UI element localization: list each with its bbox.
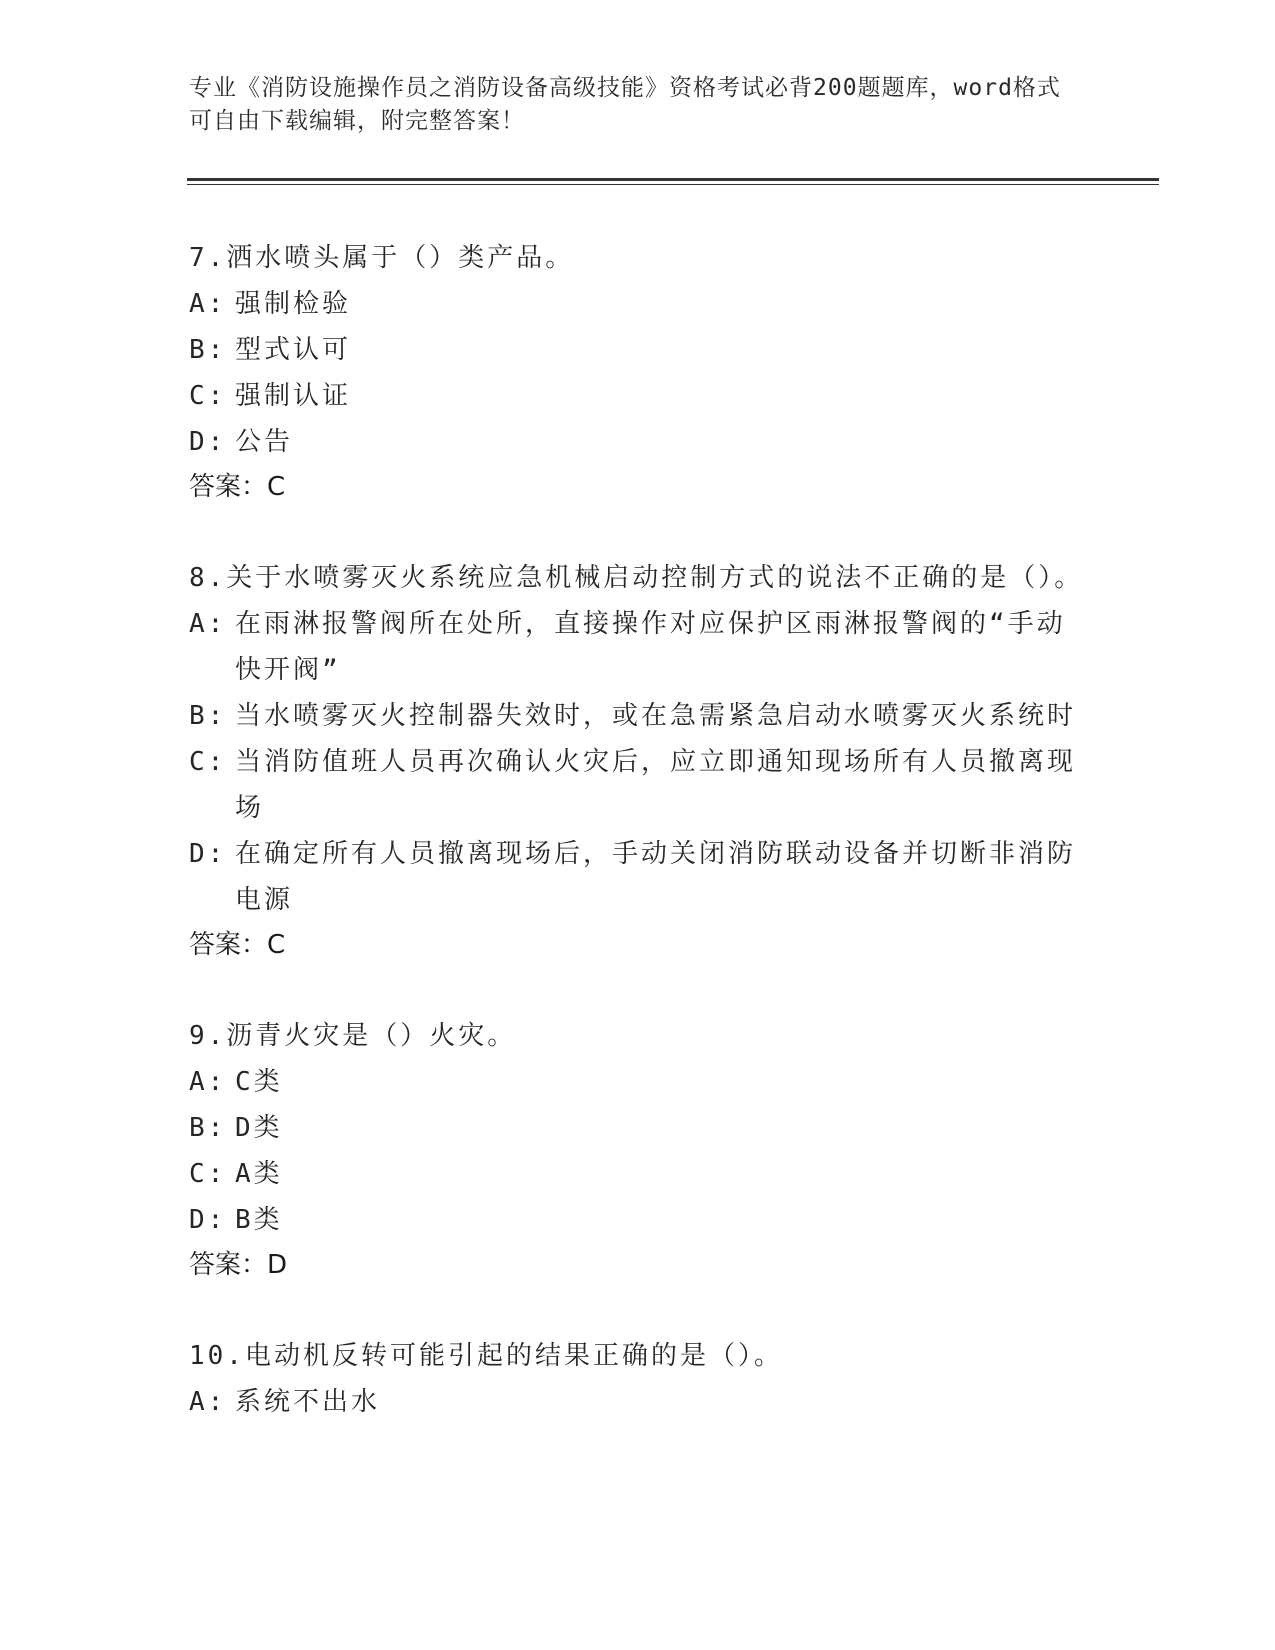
option-text: 强制认证 [235, 381, 352, 411]
option-a [189, 281, 1089, 327]
option-c [189, 1151, 1089, 1197]
option-text: 系统不出水 [235, 1387, 381, 1417]
question-7 [189, 235, 1089, 509]
option-b [189, 327, 1089, 373]
document-header: 专业《消防设施操作员之消防设备高级技能》资格考试必背200题题库，word格式可自由下载编辑，附完整答案！ [189, 75, 1061, 134]
question-stem: 8.关于水喷雾灭火系统应急机械启动控制方式的说法不正确的是（）。 [189, 563, 1084, 593]
option-c [189, 739, 1089, 831]
option-text: C类 [235, 1067, 283, 1097]
question-9 [189, 1013, 1089, 1287]
option-text: 在确定所有人员撤离现场后，手动关闭消防联动设备并切断非消防电源 [235, 839, 1077, 915]
answer-line: 答案：C [189, 930, 286, 960]
option-b [189, 693, 1089, 739]
option-label: A: [189, 1387, 227, 1417]
question-stem: 7.洒水喷头属于（）类产品。 [189, 243, 575, 273]
question-stem: 9.沥青火灾是（）火灾。 [189, 1021, 517, 1051]
option-text: B类 [235, 1205, 283, 1235]
option-label: A: [189, 609, 227, 639]
option-label: B: [189, 1113, 227, 1143]
option-text: 当消防值班人员再次确认火灾后，应立即通知现场所有人员撤离现场 [235, 747, 1077, 823]
question-stem: 10.电动机反转可能引起的结果正确的是（）。 [189, 1341, 783, 1371]
option-label: A: [189, 1067, 227, 1097]
option-a [189, 1379, 1089, 1425]
option-c [189, 373, 1089, 419]
option-label: B: [189, 701, 227, 731]
header-divider-thick [187, 178, 1159, 181]
option-label: D: [189, 839, 227, 869]
option-a [189, 1059, 1089, 1105]
option-text: 在雨淋报警阀所在处所，直接操作对应保护区雨淋报警阀的“手动快开阀” [235, 609, 1066, 685]
answer-line: 答案：C [189, 472, 286, 502]
option-label: C: [189, 1159, 227, 1189]
option-label: B: [189, 335, 227, 365]
question-list [189, 235, 1089, 1471]
option-text: 公告 [235, 427, 294, 457]
question-8 [189, 555, 1089, 967]
option-text: A类 [235, 1159, 283, 1189]
option-label: C: [189, 747, 227, 777]
option-text: 强制检验 [235, 289, 352, 319]
header-divider-thin [187, 184, 1159, 185]
option-label: D: [189, 1205, 227, 1235]
question-10 [189, 1333, 1089, 1425]
option-d [189, 419, 1089, 465]
option-d [189, 1197, 1089, 1243]
option-d [189, 831, 1089, 923]
option-a [189, 601, 1089, 693]
option-text: 当水喷雾灭火控制器失效时，或在急需紧急启动水喷雾灭火系统时 [235, 701, 1077, 731]
answer-line: 答案：D [189, 1250, 288, 1280]
option-text: D类 [235, 1113, 283, 1143]
option-text: 型式认可 [235, 335, 352, 365]
option-label: A: [189, 289, 227, 319]
option-b [189, 1105, 1089, 1151]
option-label: D: [189, 427, 227, 457]
option-label: C: [189, 381, 227, 411]
